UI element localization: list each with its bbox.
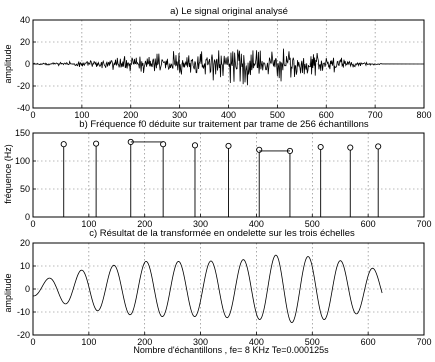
panel-a-ytick-label: -40 xyxy=(16,103,30,113)
panel-b-xtick-label: 600 xyxy=(360,219,376,229)
panel-b-ytick-label: 100 xyxy=(14,156,30,166)
panel-c-ticks xyxy=(17,238,432,347)
panel-b-ytick-label: 50 xyxy=(19,184,30,194)
panel-a-xtick-label: 300 xyxy=(172,110,188,120)
panel-b-ylabel: fréquence (Hz) xyxy=(3,144,13,204)
panel-b-xtick-label: 200 xyxy=(137,219,153,229)
panel-a-xtick-label: 500 xyxy=(269,110,285,120)
frequency-point xyxy=(348,145,353,150)
panel-b-xtick-label: 500 xyxy=(304,219,320,229)
panel-c xyxy=(3,228,432,355)
panel-b-ytick-label: 150 xyxy=(14,128,30,138)
panel-a-signal-line xyxy=(33,49,424,86)
panel-a-ytick-label: 40 xyxy=(19,15,30,25)
panel-a-ytick-label: 20 xyxy=(19,37,30,47)
panel-c-xtick-label: 200 xyxy=(137,337,153,347)
panel-c-xtick-label: 0 xyxy=(30,337,36,347)
panel-c-title: c) Résultat de la transformée en ondelette sur les trois échelles xyxy=(89,228,355,239)
panel-b-ytick-label: 0 xyxy=(24,212,30,222)
frequency-point xyxy=(257,147,262,152)
panel-c-xtick-label: 700 xyxy=(416,337,432,347)
panel-b-title: b) Fréquence f0 déduite sur traitement par trame de 256 échantillons xyxy=(79,119,369,130)
panel-c-grid xyxy=(33,243,424,335)
panel-c-xlabel: Nombre d'échantillons , fe= 8 KHz Te=0.000125s xyxy=(133,345,329,355)
panel-c-xtick-label: 500 xyxy=(304,337,320,347)
panel-c-ylabel: amplitude xyxy=(3,273,13,313)
panel-a-ytick-label: -20 xyxy=(16,81,30,91)
panel-c-xtick-label: 100 xyxy=(81,337,97,347)
panel-b-stems xyxy=(61,139,381,217)
panel-a-ylabel: amplitude xyxy=(3,44,13,84)
panel-a-xtick-label: 600 xyxy=(318,110,334,120)
panel-a-ticks xyxy=(17,15,432,120)
panel-b xyxy=(3,119,432,229)
panel-a-xtick-label: 100 xyxy=(74,110,90,120)
panel-b-xtick-label: 100 xyxy=(81,219,97,229)
panel-b-xtick-label: 700 xyxy=(416,219,432,229)
panel-c-ytick-label: 10 xyxy=(19,261,30,271)
panel-c-ytick-label: 0 xyxy=(24,284,30,294)
panel-a-title: a) Le signal original analysé xyxy=(170,6,288,17)
panel-b-xtick-label: 300 xyxy=(193,219,209,229)
panel-a-xtick-label: 400 xyxy=(220,110,237,120)
frequency-point xyxy=(61,142,66,147)
panel-b-xtick-label: 400 xyxy=(248,219,264,229)
panel-b-xtick-label: 0 xyxy=(30,219,36,229)
panel-a-xtick-label: 700 xyxy=(367,110,383,120)
panel-a xyxy=(3,6,432,120)
panel-a-xtick-label: 800 xyxy=(416,110,432,120)
panel-a-xtick-label: 200 xyxy=(123,110,139,120)
panel-c-xtick-label: 300 xyxy=(193,337,209,347)
panel-c-ytick-label: -10 xyxy=(16,307,30,317)
frequency-point xyxy=(94,141,99,146)
frequency-point xyxy=(226,143,231,148)
frequency-point xyxy=(318,144,323,149)
panel-c-ytick-label: -20 xyxy=(16,330,30,340)
panel-a-ytick-label: 0 xyxy=(24,59,30,69)
panel-c-xtick-label: 600 xyxy=(360,337,376,347)
panel-c-xtick-label: 400 xyxy=(248,337,264,347)
panel-c-ytick-label: 20 xyxy=(19,238,30,248)
panel-b-ticks xyxy=(15,128,432,229)
frequency-point xyxy=(192,143,197,148)
panel-a-xtick-label: 0 xyxy=(30,110,36,120)
frequency-point xyxy=(376,144,381,149)
